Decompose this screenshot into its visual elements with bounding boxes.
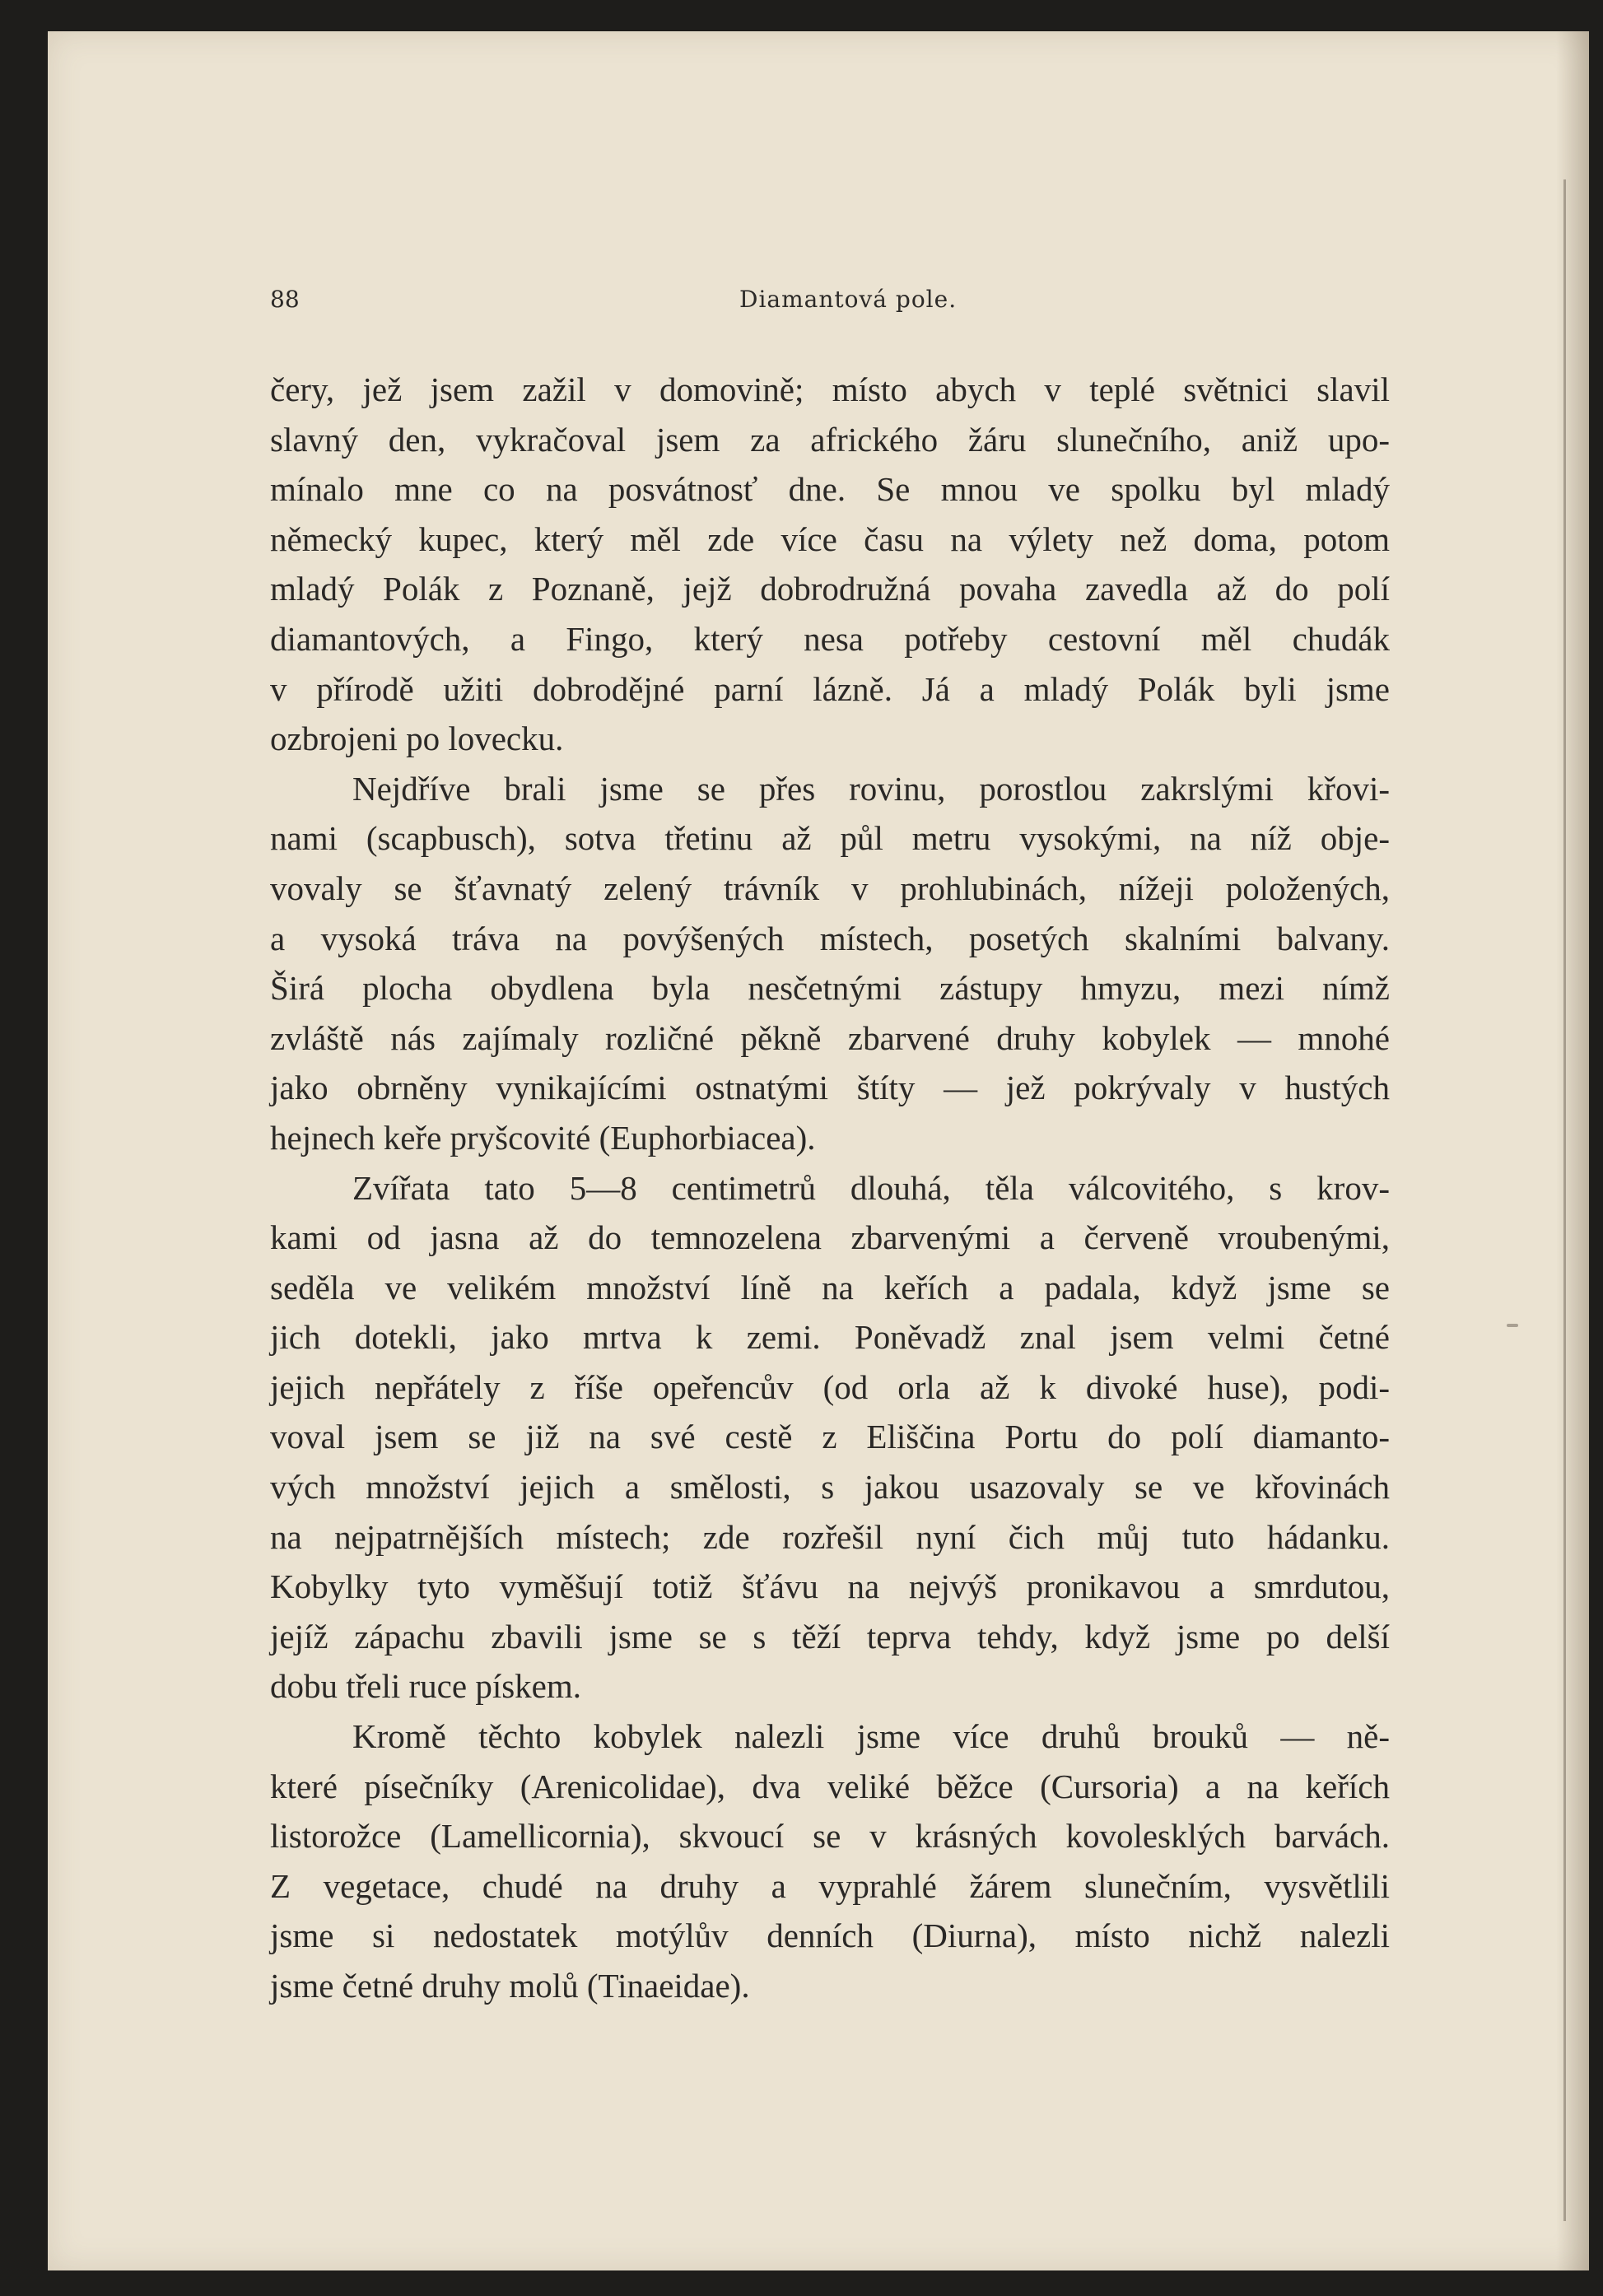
text-line: čery, jež jsem zažil v domovině; místo abych v teplé světnici slavil [270, 370, 1390, 408]
text-line: Kobylky tyto vyměšují totiž šťávu na nejvýš pronikavou a smrdutou, [270, 1567, 1390, 1606]
text-line: slavný den, vykračoval jsem za afrického žáru slunečního, aniž upo- [270, 420, 1390, 459]
text-line: Kromě těchto kobylek nalezli jsme více druhů brouků — ně- [352, 1717, 1390, 1756]
text-line: jsme četné druhy molů (Tinaeidae). [270, 1967, 750, 2005]
text-line: jako obrněny vynikajícími ostnatými štíty — jež pokrývaly v hustých [270, 1069, 1390, 1107]
text-line: nami (scapbusch), sotva třetinu až půl metru vysokými, na níž obje- [270, 819, 1390, 858]
text-line: diamantových, a Fingo, který nesa potřeby cestovní měl chudák [270, 619, 1390, 658]
text-line: kami od jasna až do temnozelena zbarvenými a červeně vroubenými, [270, 1218, 1390, 1257]
paragraph [270, 764, 1390, 1163]
text-line: mínalo mne co na posvátnosť dne. Se mnou ve spolku byl mladý [270, 470, 1390, 509]
text-line: vých množství jejich a smělosti, s jakou usazovaly se ve křovinách [270, 1468, 1390, 1507]
text-line: Zvířata tato 5—8 centimetrů dlouhá, těla válcovitého, s krov- [352, 1168, 1390, 1207]
page-number: 88 [270, 286, 300, 313]
text-line: Širá plocha obydlena byla nesčetnými zástupy hmyzu, mezi nímž [270, 969, 1390, 1008]
text-line: ozbrojeni po lovecku. [270, 720, 564, 758]
text-line: jsme si nedostatek motýlův denních (Diurna), místo nichž nalezli [270, 1916, 1390, 1955]
text-line: jejíž zápachu zbavili jsme se s těží teprva tehdy, když jsme po delší [270, 1617, 1390, 1656]
text-line: voval jsem se již na své cestě z Eliščina Portu do polí diamanto- [270, 1418, 1390, 1456]
text-line: a vysoká tráva na povýšených místech, posetých skalními balvany. [270, 919, 1390, 957]
paragraph [270, 1712, 1390, 2011]
paragraph [270, 1163, 1390, 1712]
text-line: jejich nepřátely z říše opeřencův (od orla až k divoké huse), podi- [270, 1367, 1390, 1406]
text-line: německý kupec, který měl zde více času na výlety než doma, potom [270, 519, 1390, 558]
running-title: Diamantová pole. [739, 286, 958, 313]
text-line: vovaly se šťavnatý zelený trávník v prohlubinách, nížeji položených, [270, 869, 1390, 907]
text-line: které písečníky (Arenicolidae), dva veliké běžce (Cursoria) a na keřích [270, 1767, 1390, 1805]
text-line: dobu třeli ruce pískem. [270, 1667, 582, 1706]
text-line: seděla ve velikém množství líně na keřích a padala, když jsme se [270, 1268, 1390, 1306]
paragraph [270, 365, 1390, 764]
page-header [270, 283, 1390, 316]
page-fold-line [1563, 179, 1566, 2221]
text-line: v přírodě užiti dobrodějné parní lázně. Já a mladý Polák byli jsme [270, 669, 1390, 708]
text-line: Nejdříve brali jsme se přes rovinu, porostlou zakrslými křovi- [352, 769, 1390, 808]
text-line: zvláště nás zajímaly rozličné pěkně zbarvené druhy kobylek — mnohé [270, 1018, 1390, 1057]
text-line: Z vegetace, chudé na druhy a vyprahlé žárem slunečním, vysvětlili [270, 1866, 1390, 1905]
text-line: hejnech keře pryšcovité (Euphorbiacea). [270, 1118, 816, 1157]
page-edge-shadow [1556, 31, 1589, 2270]
body-text [270, 365, 1390, 2011]
text-line: jich dotekli, jako mrtva k zemi. Poněvadž znal jsem velmi četné [270, 1318, 1390, 1357]
text-line: mladý Polák z Poznaně, jejž dobrodružná povaha zavedla až do polí [270, 570, 1390, 608]
scan-speck [1507, 1324, 1518, 1327]
text-line: listorožce (Lamellicornia), skvoucí se v krásných kovolesklých barvách. [270, 1817, 1390, 1856]
text-line: na nejpatrnějších místech; zde rozřešil nyní čich můj tuto hádanku. [270, 1517, 1390, 1556]
